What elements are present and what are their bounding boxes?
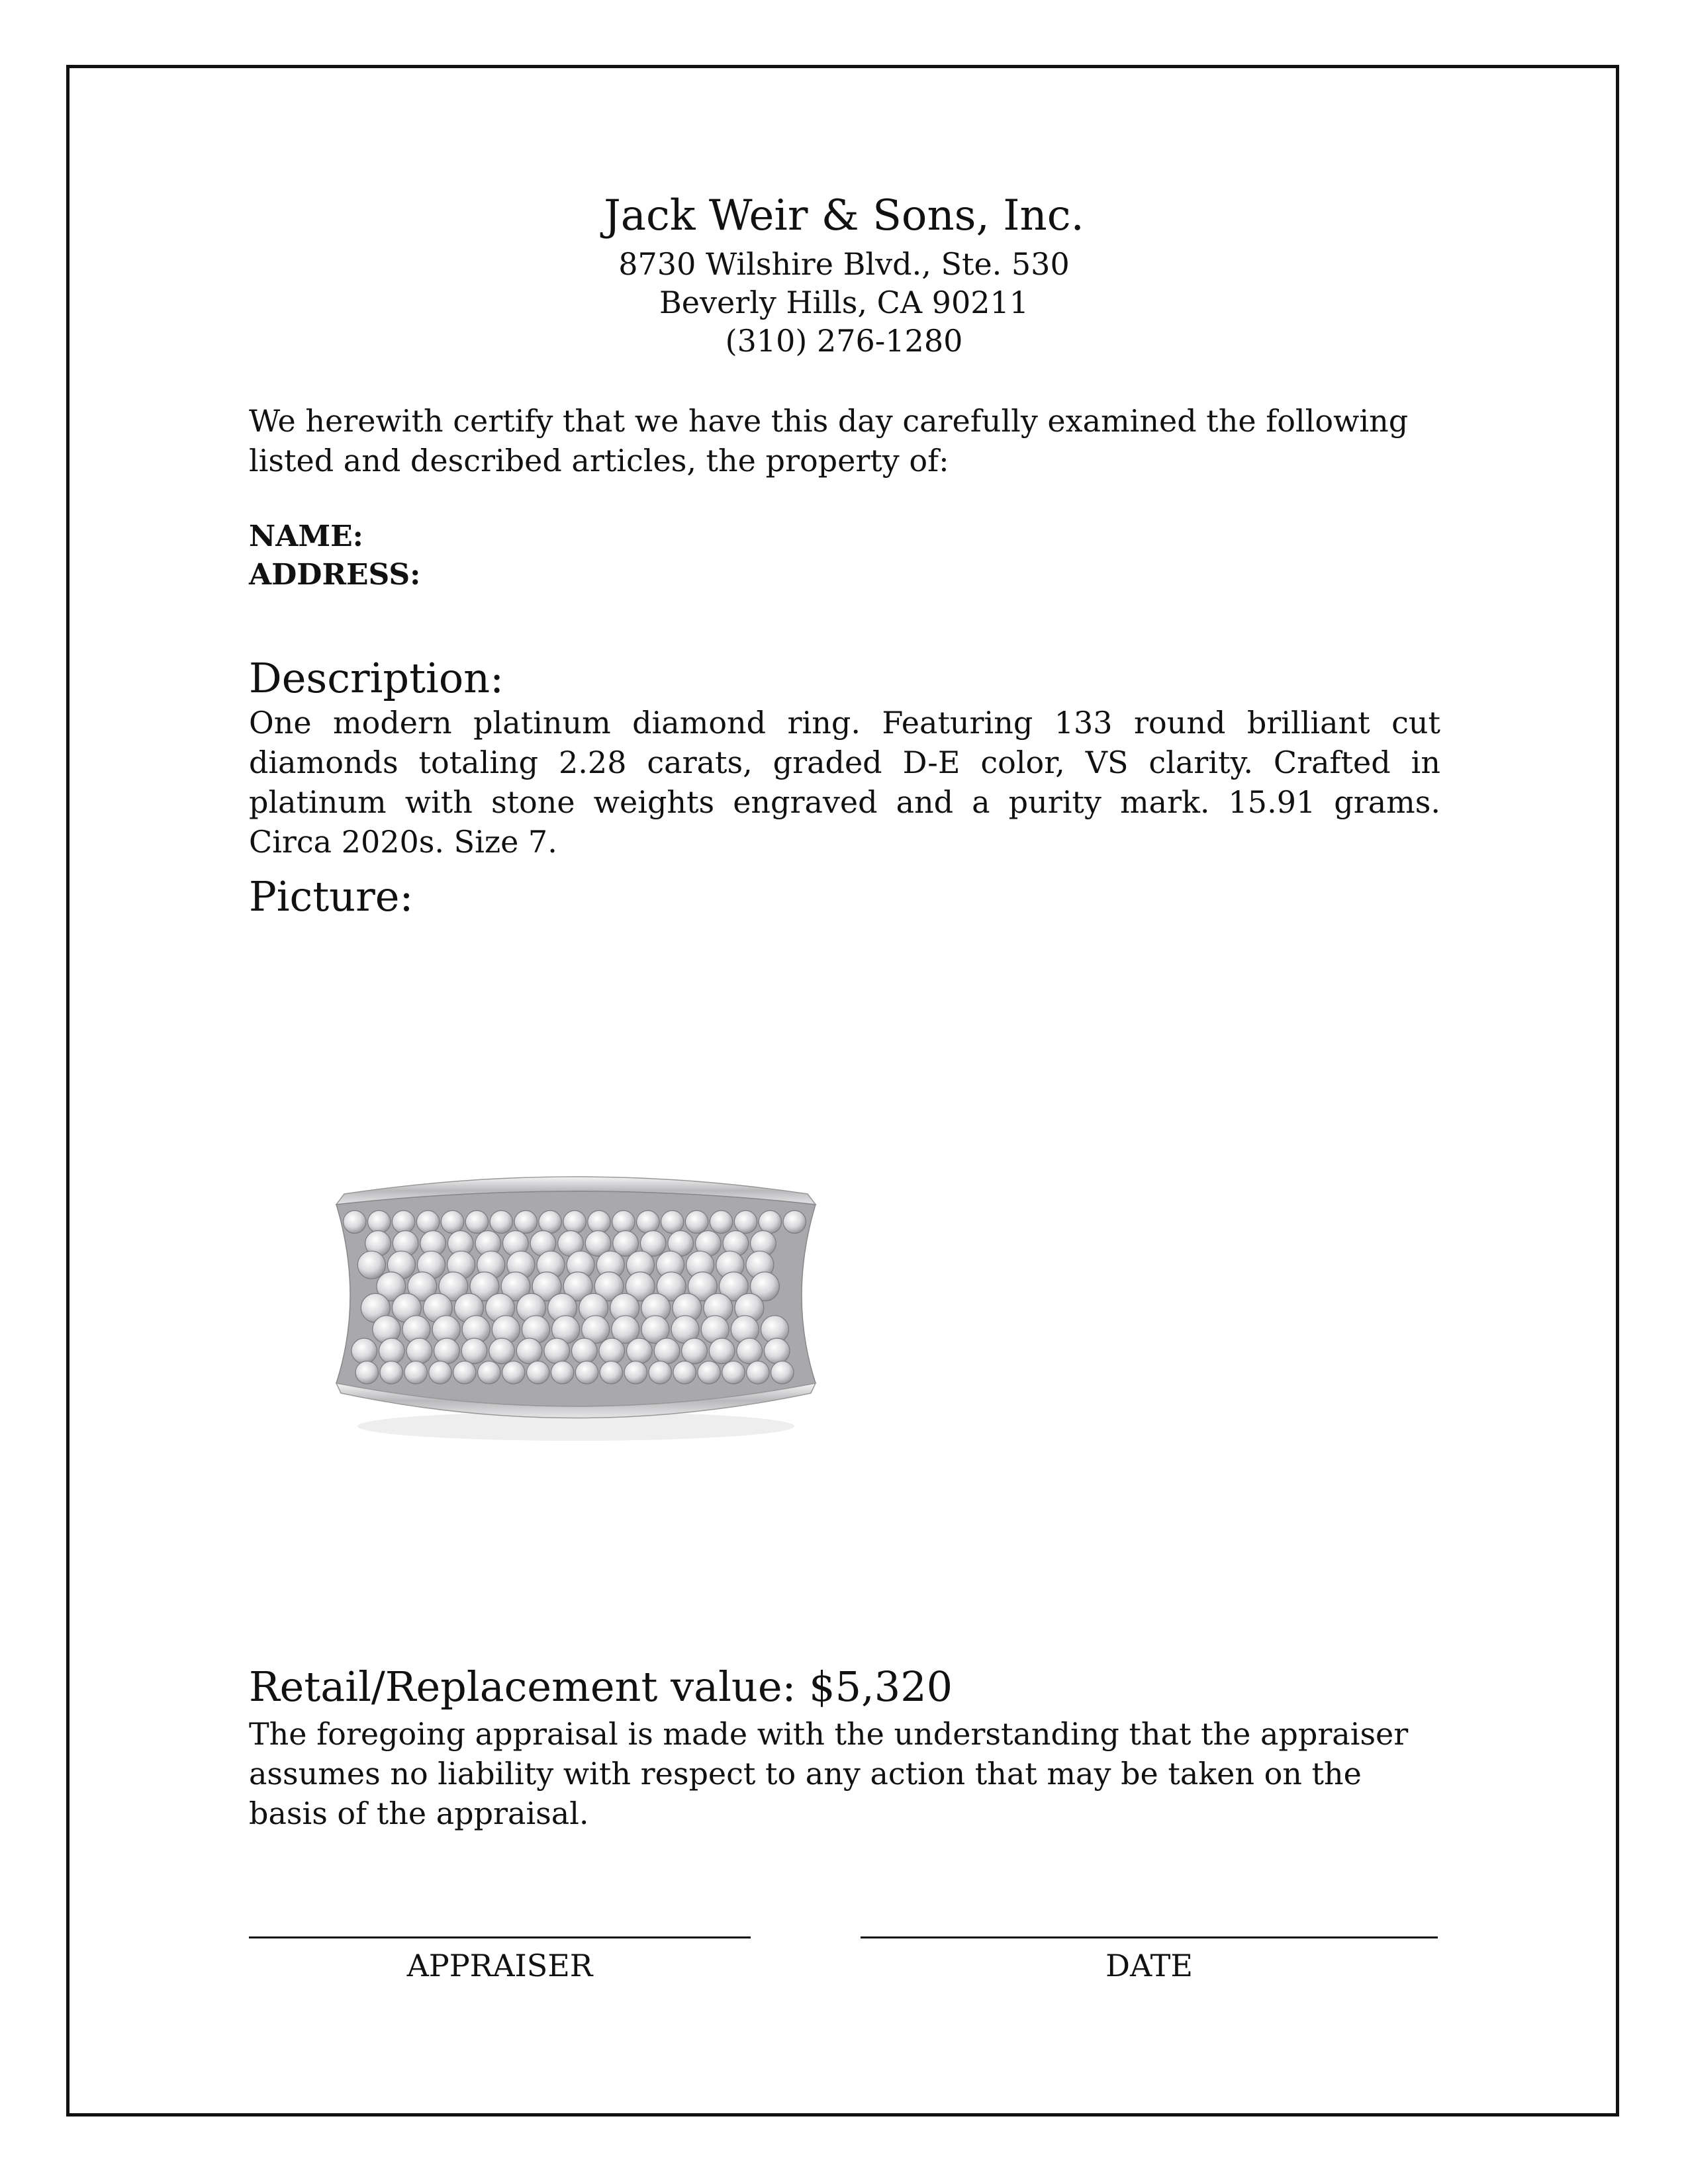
diamond-stone	[516, 1338, 542, 1364]
certification-statement: We herewith certify that we have this day carefully examined the following listed and described articles, the property of:	[249, 403, 1409, 478]
diamond-stone	[502, 1361, 525, 1384]
diamond-stone	[709, 1338, 735, 1364]
diamond-stone	[453, 1361, 476, 1384]
diamond-stone	[637, 1210, 659, 1233]
diamond-stone	[416, 1210, 439, 1233]
retail-value-amount: $5,320	[809, 1662, 953, 1711]
appraisal-disclaimer: The foregoing appraisal is made with the understanding that the appraiser assumes no liability with respect to any action that may be taken on the basis of the appraisal.	[249, 1716, 1409, 1831]
retail-value-label: Retail/Replacement value:	[249, 1662, 796, 1711]
diamond-stone	[527, 1361, 549, 1384]
diamond-stone	[514, 1210, 537, 1233]
diamond-stone	[682, 1338, 708, 1364]
address-label: ADDRESS:	[249, 558, 421, 592]
diamond-stone	[478, 1361, 500, 1384]
appraiser-signature-line	[249, 1936, 751, 1938]
diamond-stone	[404, 1361, 427, 1384]
diamond-stone	[654, 1338, 680, 1364]
diamond-stone	[392, 1210, 414, 1233]
diamond-stone	[624, 1361, 647, 1384]
appraiser-label: APPRAISER	[406, 1948, 593, 1983]
diamond-stone	[429, 1361, 451, 1384]
diamond-stone	[465, 1210, 488, 1233]
diamond-stone	[600, 1361, 622, 1384]
diamond-stone	[490, 1210, 512, 1233]
company-address-line1: 8730 Wilshire Blvd., Ste. 530	[618, 246, 1070, 282]
diamond-stone	[357, 1251, 385, 1279]
date-label: DATE	[1105, 1948, 1193, 1983]
diamond-stone	[722, 1361, 745, 1384]
diamond-stone	[747, 1361, 769, 1384]
diamond-stone	[783, 1210, 806, 1233]
diamond-stone	[406, 1338, 432, 1364]
diamond-stone	[355, 1361, 378, 1384]
diamond-stone	[551, 1361, 573, 1384]
diamond-stone	[434, 1338, 460, 1364]
diamond-stone	[627, 1338, 653, 1364]
diamond-stone	[737, 1338, 763, 1364]
diamond-stone	[771, 1361, 794, 1384]
company-phone: (310) 276-1280	[725, 323, 963, 359]
diamond-stone	[698, 1361, 720, 1384]
description-heading: Description:	[249, 654, 504, 702]
diamond-stone	[563, 1210, 586, 1233]
diamond-stone	[710, 1210, 732, 1233]
diamond-stone	[649, 1361, 671, 1384]
diamond-stone	[764, 1338, 790, 1364]
diamond-stone	[734, 1210, 757, 1233]
diamond-stone	[572, 1338, 598, 1364]
diamond-stone	[539, 1210, 561, 1233]
diamond-stone	[661, 1210, 684, 1233]
company-address-line2: Beverly Hills, CA 90211	[659, 285, 1029, 320]
diamond-stone	[379, 1338, 405, 1364]
description-text: One modern platinum diamond ring. Featuring 133 round brilliant cut diamonds totaling 2.28 carats, graded D-E color, VS clarity. Crafted in platinum with stone weights engraved and a purity mark. 15.91 grams. Circa 2020s. Size 7.	[249, 705, 1440, 860]
diamond-stone	[599, 1338, 625, 1364]
diamond-stone	[759, 1210, 781, 1233]
picture-heading: Picture:	[249, 872, 414, 921]
date-signature-line	[861, 1936, 1438, 1938]
ring-photo	[324, 1165, 827, 1456]
diamond-stone	[588, 1210, 610, 1233]
diamond-stone	[461, 1338, 487, 1364]
diamond-stone	[344, 1210, 366, 1233]
diamond-stone	[544, 1338, 570, 1364]
diamond-stone	[612, 1210, 635, 1233]
diamond-stone	[575, 1361, 598, 1384]
retail-value-line	[249, 1661, 953, 1713]
name-label: NAME:	[249, 520, 363, 553]
diamond-stone	[441, 1210, 463, 1233]
diamond-stone	[673, 1361, 696, 1384]
company-name: Jack Weir & Sons, Inc.	[604, 191, 1084, 240]
diamond-stone	[380, 1361, 402, 1384]
diamond-stone	[489, 1338, 515, 1364]
diamond-stone	[352, 1338, 377, 1364]
diamond-stone	[685, 1210, 708, 1233]
diamond-stone	[368, 1210, 391, 1233]
